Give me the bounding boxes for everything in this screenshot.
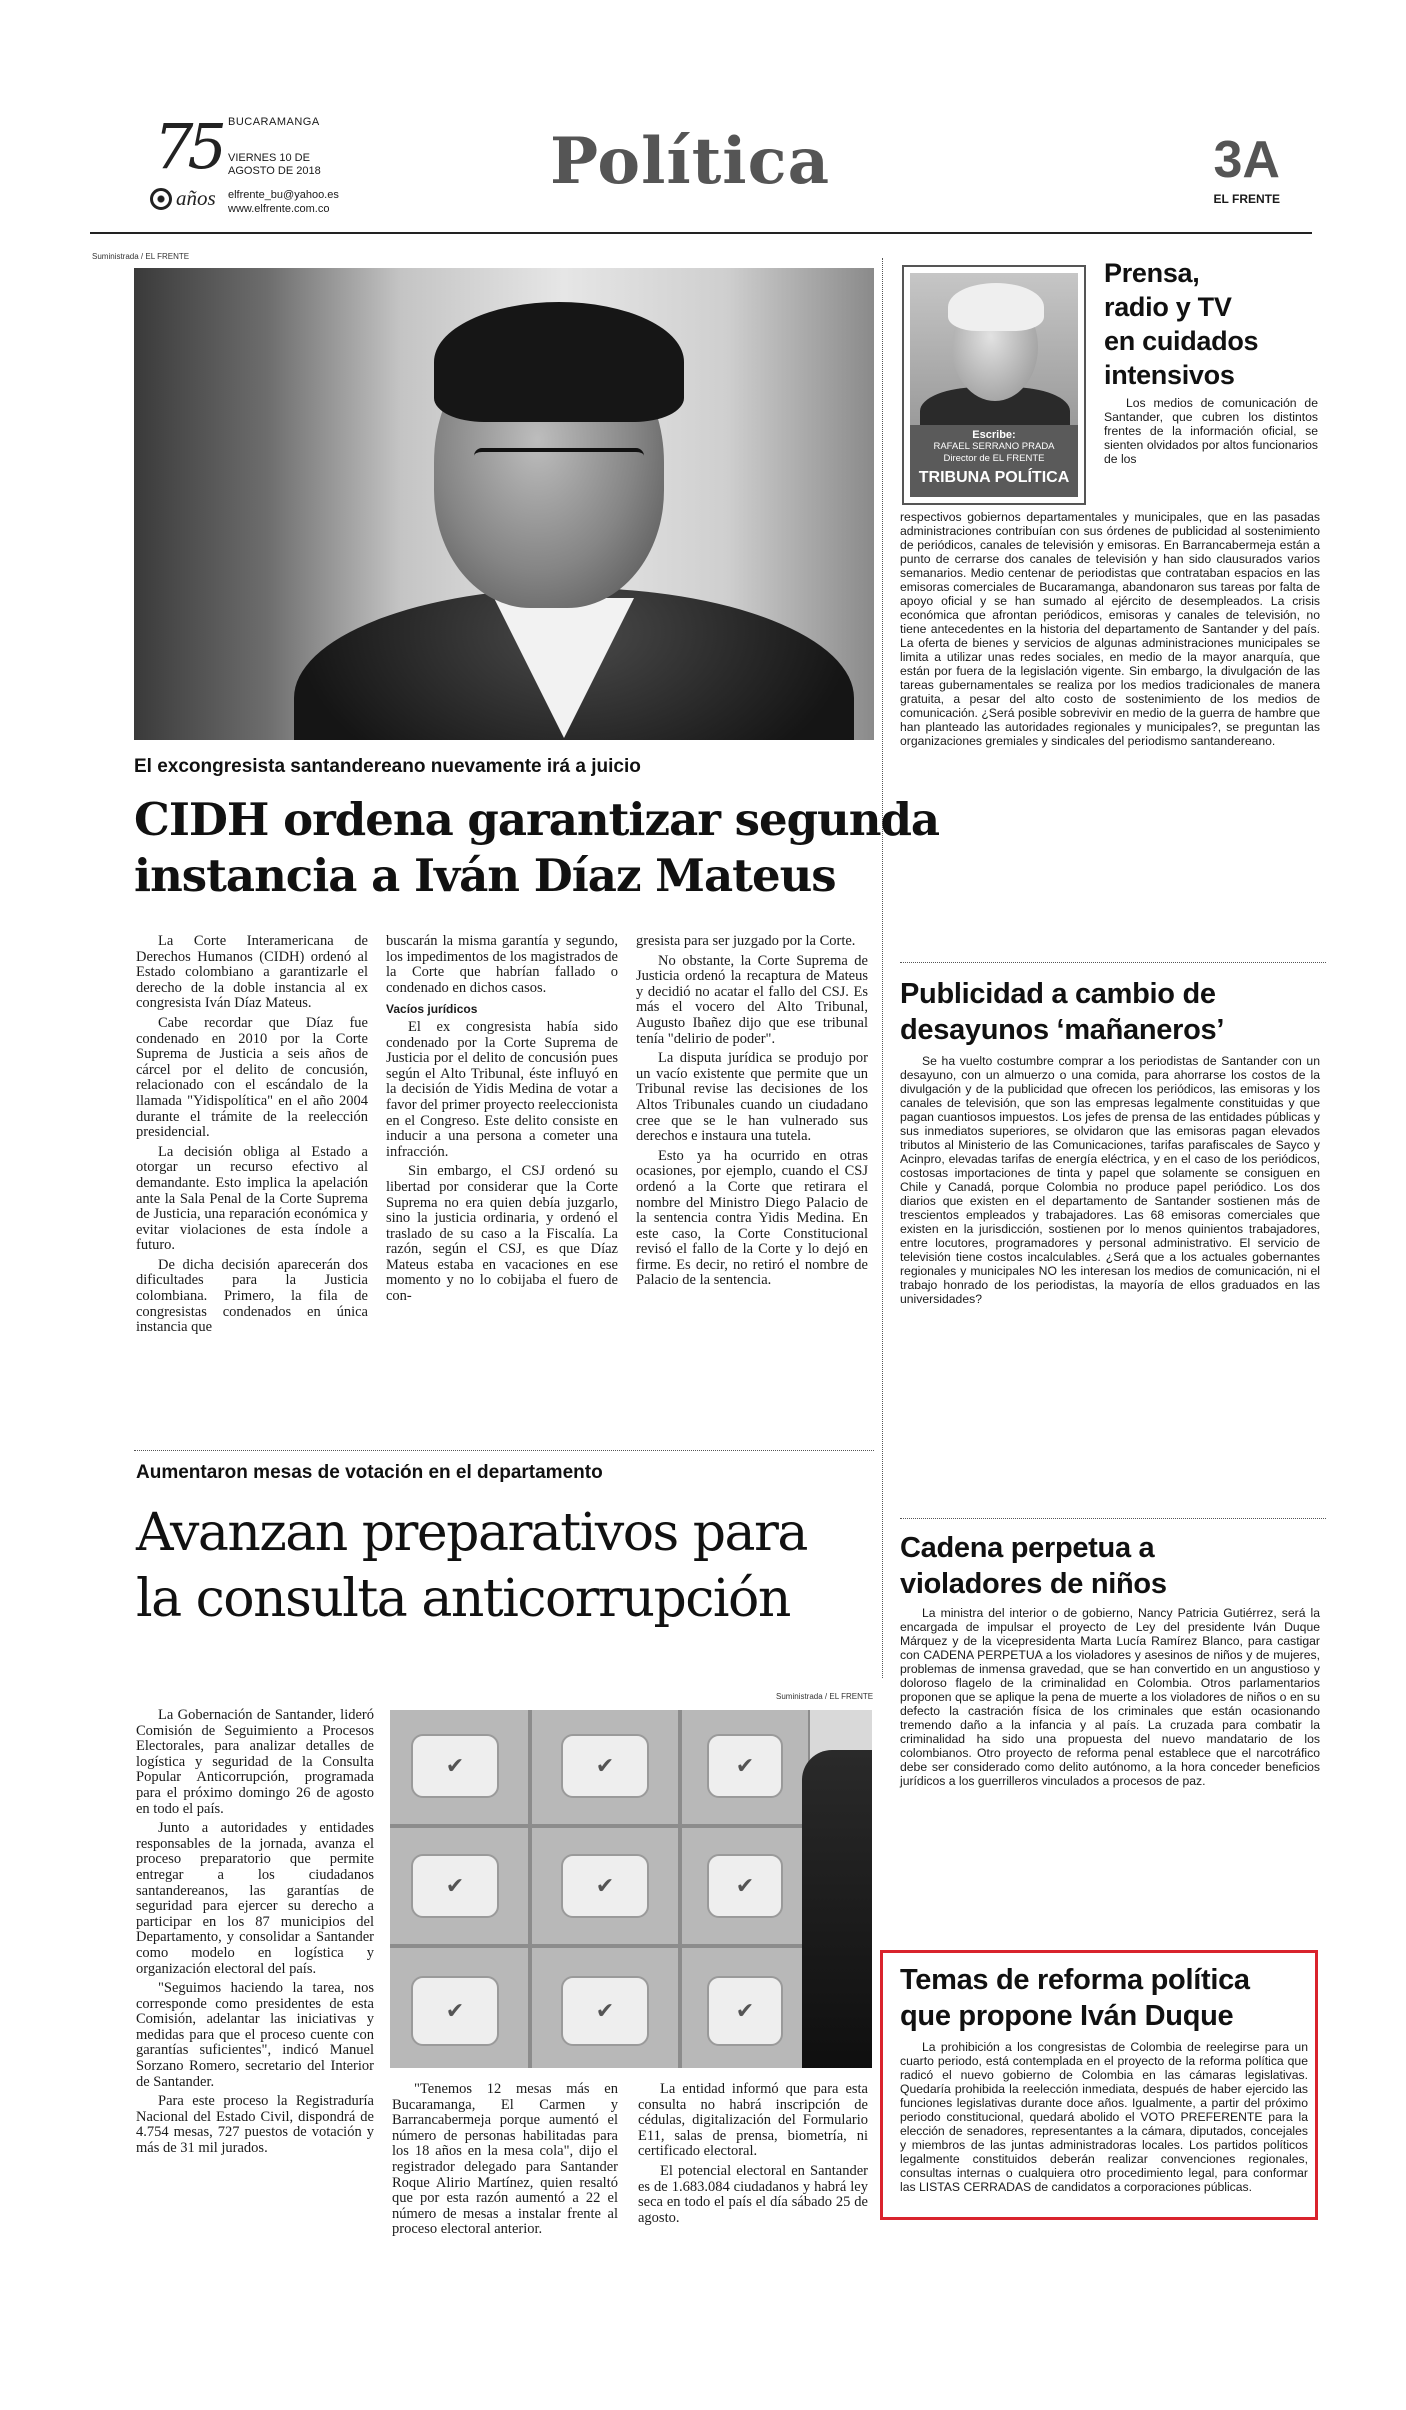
- opinion-text-1: [900, 510, 1320, 748]
- ballot-boxes-photo: [390, 1710, 872, 2068]
- photo-shape: [474, 448, 644, 488]
- opinion-headline-1: [1104, 256, 1258, 392]
- headline-line: intensivos: [1104, 360, 1235, 390]
- headline-line: la consulta anticorrupción: [136, 1569, 790, 1629]
- contact-info: [228, 188, 339, 216]
- story-divider: [134, 1450, 874, 1451]
- logo-number: 75: [154, 110, 221, 183]
- city: BUCARAMANGA: [228, 116, 320, 128]
- brand-name: EL FRENTE: [1213, 192, 1280, 206]
- lead-photo: [134, 268, 874, 740]
- opinion-text-4: [900, 2040, 1308, 2194]
- section-title: Política: [550, 124, 831, 199]
- lead-column-3: [636, 934, 868, 1293]
- paragraph: "Tenemos 12 mesas más en Bucaramanga, El Carmen y Barrancabermeja porque aumentó el número de personas habilitadas para los 18 años en la mesa cola", dijo el registrador delegado para Santander Roque Alirio Martínez, quien resaltó que por esta razón aumentó a 22 el número de mesas a instalar frente al proceso electoral anterior.: [392, 2081, 618, 2238]
- masthead-rule: [90, 232, 1312, 234]
- page-number: 3A: [1213, 131, 1280, 189]
- paragraph: gresista para ser juzgado por la Corte.: [636, 933, 856, 949]
- second-kicker: Aumentaron mesas de votación en el departamento: [136, 1462, 603, 1483]
- photo-shape: [530, 1946, 680, 2068]
- column-name: TRIBUNA POLÍTICA: [918, 469, 1070, 486]
- paragraph: La ministra del interior o de gobierno, Nancy Patricia Gutiérrez, será la encargada de impulsar el proyecto de Ley del presidente Iván Duque Márquez y de la vicepresidenta Marta Lucía Ramírez Blanco, para castigar con CADENA PERPETUA a los violadores y asesinos de niños y de mujeres, problemas de inmensa gravedad, que se han convertido en un angustioso y doloroso flagelo de la criminalidad en Colombia. Otros parlamentarios proponen que se aplique la pena de muerte a los violadores de niños o en su defecto la castración física de los criminales que están ocasionando tremendo daño a la infancia y al país. La cruzada para combatir la criminalidad ha sido una propuesta del nuevo mandatario de los colombianos. Otro proyecto de reforma penal establece que el narcotráfico debe ser considerado como delito autónomo, a la hora conceder beneficios jurídicos a los guerrilleros vinculados a procesos de paz.: [900, 1606, 1320, 1788]
- paragraph: El potencial electoral en Santander es de 1.683.084 ciudadanos y habrá ley seca en todo el país el día sábado 25 de agosto.: [638, 2162, 868, 2226]
- second-column-2: [392, 2082, 618, 2242]
- paragraph: Cabe recordar que Díaz fue condenado en 2010 por la Corte Suprema de Justicia a seis años de cárcel por el delito de concusión, relacionado con el escándalo de la llamada "Yidispolítica" en el año 2004 durante el trámite de la reelección presidencial.: [136, 1014, 368, 1141]
- headline-line: desayunos ‘mañaneros’: [900, 1014, 1225, 1046]
- paragraph: Junto a autoridades y entidades responsables de la jornada, avanza el proceso preparatorio que permite entregar a los ciudadanos santandereanos, las garantías de seguridad para ejercer su derecho a participar en los 87 municipios del Departamento, y consolidar a Santander como modelo en logística y organización electoral del país.: [136, 1820, 374, 1977]
- paragraph: La Corte Interamericana de Derechos Humanos (CIDH) ordenó al Estado colombiano a garantizarle el derecho de la doble instancia al ex congresista Iván Díaz Mateus.: [136, 933, 368, 1012]
- photo-shape: [530, 1710, 680, 1826]
- photo-credit: Suministrada / EL FRENTE: [776, 1692, 874, 1701]
- headline-line: Cadena perpetua a: [900, 1532, 1155, 1564]
- paragraph: De dicha decisión aparecerán dos dificultades para la Justicia colombiana. Primero, la fila de congresistas condenados en única instancia que: [136, 1256, 368, 1336]
- lead-kicker: El excongresista santandereano nuevamente irá a juicio: [134, 756, 641, 777]
- paragraph: La entidad informó que para esta consulta no habrá inscripción de cédulas, digitalización del Formulario E11, salas de prensa, biometría, ni certificado electoral.: [638, 2081, 868, 2160]
- paragraph: Los medios de comunicación de Santander, que cubren los distintos frentes de la información oficial, se sienten olvidados por altos funcionarios de los: [1104, 396, 1318, 466]
- column-divider: [882, 258, 883, 1678]
- opinion-text-2: [900, 1054, 1320, 1306]
- headline-line: que propone Iván Duque: [900, 2000, 1234, 2032]
- masthead: [150, 110, 1280, 230]
- photo-shape: [680, 1826, 810, 1946]
- opinion-text-intro: [1104, 396, 1318, 466]
- columnist-strip: [910, 425, 1078, 497]
- headline-line: CIDH ordena garantizar segunda: [134, 793, 940, 846]
- columnist-label: Escribe:: [972, 429, 1016, 441]
- paragraph: La decisión obliga al Estado a otorgar un recurso efectivo al demandante. Esto implica la apelación ante la Sala Penal de la Corte Suprema de Justicia, una reparación económica y evitar violaciones de esta índole a futuro.: [136, 1143, 368, 1254]
- lead-headline: [134, 792, 939, 904]
- photo-shape: [948, 283, 1044, 331]
- lead-column-1: [136, 934, 368, 1340]
- headline-line: Publicidad a cambio de: [900, 978, 1216, 1010]
- email-link[interactable]: elfrente_bu@yahoo.es: [228, 189, 339, 201]
- photo-shape: [530, 1826, 680, 1946]
- opinion-headline-4: [900, 1962, 1250, 2034]
- lead-column-2: [386, 934, 618, 1309]
- headline-line: radio y TV: [1104, 292, 1232, 322]
- paragraph: La disputa jurídica se produjo por un vacío existente que permite que un Tribunal revise las decisiones de los Altos Tribunales cuando un ciudadano cree que se le han vulnerado sus derechos e instaura una tutela.: [636, 1050, 868, 1145]
- headline-line: Avanzan preparativos para: [136, 1503, 807, 1563]
- paragraph: La Gobernación de Santander, lideró Comisión de Seguimiento a Procesos Electorales, para analizar detalles de logística y seguridad de la Consulta Popular Anticorrupción, programada para el próximo domingo 26 de agosto en todo el país.: [136, 1707, 374, 1817]
- opinion-headline-3: [900, 1530, 1167, 1602]
- paragraph: La prohibición a los congresistas de Colombia de reelegirse para un cuarto periodo, está contemplada en el proyecto de la reforma política que radicó el nuevo gobierno de Colombia en las cámaras legislativas. Quedaría prohibida la reelección inmediata, después de haber ejercido las funciones legislativas durante doce años. Igualmente, a partir del próximo periodo constitucional, quedará abolido el VOTO PREFERENTE para la elección de senadores, representantes a la cámara, diputados, concejales y miembros de las juntas administradoras locales. Los partidos políticos legalmente constituidos deberán realizar convenciones regionales, consultas internas o cualquiera otro procedimiento legal, para conformar las LISTAS CERRADAS de candidatos a corporaciones públicas.: [900, 2040, 1308, 2194]
- columnist-photo: [902, 265, 1086, 505]
- second-column-3: [638, 2082, 868, 2230]
- story-divider: [900, 962, 1326, 963]
- photo-shape: [680, 1710, 810, 1826]
- opinion-text-3: [900, 1606, 1320, 1788]
- photo-shape: [390, 1710, 530, 1826]
- headline-line: Prensa,: [1104, 258, 1200, 288]
- photo-shape: [680, 1946, 810, 2068]
- second-headline: [136, 1500, 807, 1632]
- film-reel-icon: [150, 188, 172, 210]
- paragraph: No obstante, la Corte Suprema de Justicia ordenó la recaptura de Mateus y decidió no acatar el fallo del CSJ. Es más el vocero del Alto Tribunal, Augusto Ibañez dijo que ese tribunal tenía "delirio de poder".: [636, 952, 868, 1047]
- photo-shape: [434, 302, 684, 422]
- issue-date: VIERNES 10 DE AGOSTO DE 2018: [228, 152, 321, 177]
- headline-line: Temas de reforma política: [900, 1964, 1250, 1996]
- logo-word: años: [176, 186, 216, 210]
- headline-line: violadores de niños: [900, 1568, 1167, 1600]
- photo-shape: [390, 1946, 530, 2068]
- columnist-name: RAFAEL SERRANO PRADA: [933, 441, 1055, 452]
- photo-credit: Suministrada / EL FRENTE: [92, 252, 190, 261]
- paragraph: buscarán la misma garantía y segundo, los impedimentos de los magistrados de la Corte que habrían fallado o condenado en dichos casos.: [386, 933, 618, 996]
- headline-line: instancia a Iván Díaz Mateus: [134, 849, 836, 902]
- paragraph: "Seguimos haciendo la tarea, nos corresponde como presidentes de esta Comisión, adelantar las iniciativas y medidas para que el proceso cuente con garantías suficientes", indicó Manuel Sorzano Romero, secretario del Interior de Santander.: [136, 1980, 374, 2090]
- story-divider: [900, 1518, 1326, 1519]
- subheading: Vacíos jurídicos: [386, 1002, 478, 1017]
- columnist-role: Director de EL FRENTE: [943, 453, 1045, 464]
- second-column-1: [136, 1708, 374, 2161]
- headline-line: en cuidados: [1104, 326, 1259, 356]
- paragraph: Para este proceso la Registraduría Nacional del Estado Civil, dispondrá de 4.754 mesas, 727 puestos de votación y más de 31 mil jurados.: [136, 2093, 374, 2157]
- paragraph: Sin embargo, el CSJ ordenó su libertad por considerar que la Corte Suprema no era quien debía juzgarlo, sino la justicia ordinaria, y ordenó el traslado de su caso a la Fiscalía. La razón, según el CSJ, es que Díaz Mateus estaba en vacaciones en ese momento y no lo cobijaba el fuero de con-: [386, 1163, 618, 1305]
- paragraph: Se ha vuelto costumbre comprar a los periodistas de Santander con un desayuno, con un almuerzo o una comida, para ahorrarse los costos de la divulgación y de la publicidad que ofrecen los periódicos, las emisoras y los canales de televisión, que son las empresas legalmente constituidas y que pagan cuantiosos impuestos. Los jefes de prensa de las entidades públicas y sus inmediatos superiores, se olvidaron que las emisoras pagan elevados tributos al Ministerio de las Comunicaciones, tarifas parafiscales de Sayco y Acinpro, elevadas tarifas de energía eléctrica, y en el caso de los periódicos, costosas importaciones de tinta y papel que solamente se consiguen en Chile y Canadá, porque Colombia no produce papel periódico. Los dos diarios que existen en el departamento de Santander sostienen más de trescientos empleados y trabajadores. Las 68 emisoras comerciales que existen en la jurisdicción, sostienen por lo menos quinientos trabajadores, entre locutores, programadores y personal administrativo. El servicio de televisión tiene costos incalculables. ¿Será que a los actuales gobernantes regionales y municipales NO les interesan los medios de comunicación, ni el trabajo honrado de los periodistas, la mayoría de ellos graduados en las universidades?: [900, 1054, 1320, 1306]
- opinion-headline-2: [900, 976, 1224, 1048]
- paragraph: Esto ya ha ocurrido en otras ocasiones, por ejemplo, cuando el CSJ ordenó a la Corte que retirara el nombre del Ministro Diego Palacio de la sentencia contra Yidis Medina. En este caso, la Corte Constitucional revisó el fallo de la Corte y lo dejó en firme. Es decir, no retiró el nombre de Palacio de la sentencia.: [636, 1147, 868, 1289]
- paragraph: El ex congresista había sido condenado por la Corte Suprema de Justicia por el delito de concusión pues según el Alto Tribunal, éste influyó en la decisión de Yidis Medina de votar a favor del primer proyecto reeleccionista en el Congreso. Este delito consiste en inducir a una persona a cometer una infracción.: [386, 1018, 618, 1160]
- website-link[interactable]: www.elfrente.com.co: [228, 203, 330, 215]
- photo-shape: [390, 1826, 530, 1946]
- anniversary-logo: [150, 110, 221, 220]
- photo-shape: [802, 1750, 872, 2068]
- paragraph: respectivos gobiernos departamentales y municipales, que en las pasadas administraciones contribuían con sus órdenes de publicidad al sostenimiento de periódicos, canales de televisión y emisoras. En Barrancabermeja están a punto de cerrarse dos canales de televisión y han sido clausurados varios semanarios. Medio centenar de periodistas que contrataban espacios en las emisoras comerciales de Bucaramanga, abandonaron sus tareas por falta de apoyo oficial y se han sumado al ejército de desempleados. La crisis económica que afrontan periódicos, emisoras y canales de televisión, no tiene antecedentes en la historia del departamento de Santander y del país. La oferta de bienes y servicios de algunas administraciones municipales se limita a utilizar unas redes sociales, en medio de la mayor anarquía, que están por fuera de la legislación vigente. Sin embargo, la divulgación de las tareas gubernamentales se realiza por los medios tradicionales de manera gratuita, a pesar del alto costo de sostenimiento de los medios de comunicación. ¿Será posible sobrevivir en medio de la guerra de hambre que han planteado las autoridades regionales y municipales?, se preguntan las organizaciones gremiales y sindicales del periodismo santandereano.: [900, 510, 1320, 748]
